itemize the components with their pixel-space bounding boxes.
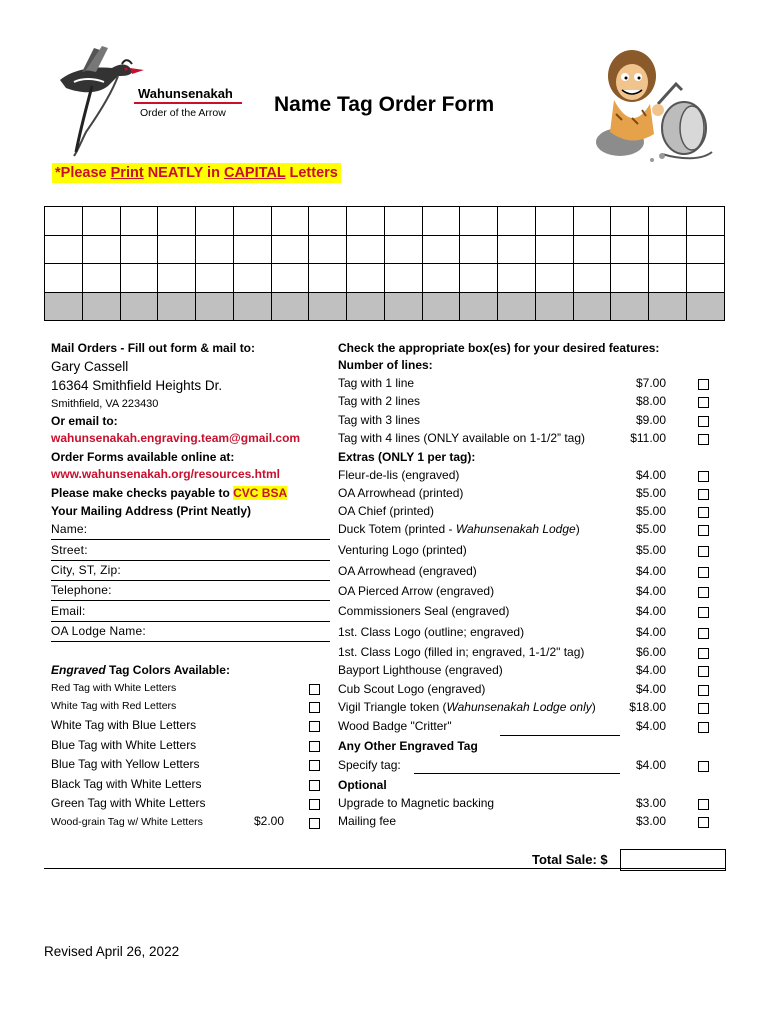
line-count-option-price: $9.00 — [635, 413, 666, 427]
extra-option-price: $4.00 — [635, 584, 666, 598]
email-field[interactable]: Email: — [51, 604, 330, 622]
website-link[interactable]: www.wahunsenakah.org/resources.html — [51, 467, 280, 481]
letter-cell[interactable] — [535, 207, 573, 236]
letter-cell[interactable] — [611, 235, 649, 264]
letter-cell[interactable] — [573, 235, 611, 264]
name-field[interactable]: Name: — [51, 522, 330, 540]
letter-cell[interactable] — [347, 292, 385, 321]
grid-row — [45, 207, 725, 236]
city-state-zip-field[interactable]: City, ST, Zip: — [51, 563, 330, 581]
color-checkbox-red-white[interactable] — [309, 684, 320, 695]
color-option-label: Blue Tag with Yellow Letters — [51, 757, 200, 771]
mail-orders-heading: Mail Orders - Fill out form & mail to: — [51, 341, 256, 355]
extra-option-label: OA Pierced Arrow (engraved) — [338, 584, 495, 598]
letter-cell[interactable] — [460, 207, 498, 236]
checks-payable-text: Please make checks payable to CVC BSA — [51, 486, 288, 500]
letter-cell[interactable] — [82, 207, 120, 236]
extra-option-label: OA Arrowhead (printed) — [338, 486, 464, 500]
color-checkbox-blue-white[interactable] — [309, 741, 320, 752]
page-title: Name Tag Order Form — [274, 93, 495, 116]
letter-cell[interactable] — [309, 235, 347, 264]
letter-cell[interactable] — [649, 292, 687, 321]
letter-cell[interactable] — [535, 292, 573, 321]
letter-cell[interactable] — [271, 207, 309, 236]
telephone-field[interactable]: Telephone: — [51, 583, 330, 601]
print-neatly-notice: *Please Print NEATLY in CAPITAL Letters — [52, 163, 341, 183]
letter-cell[interactable] — [649, 264, 687, 293]
specify-tag-input-line[interactable] — [414, 773, 620, 774]
extra-option-price: $4.00 — [635, 468, 666, 482]
line-count-option-price: $11.00 — [630, 431, 666, 445]
letter-cell[interactable] — [498, 207, 536, 236]
name-letter-grid — [44, 206, 725, 321]
letter-cell[interactable] — [460, 264, 498, 293]
extra-option-checkbox[interactable] — [698, 607, 709, 618]
mailing-fee-label: Mailing fee — [338, 814, 397, 828]
letter-cell[interactable] — [158, 264, 196, 293]
letter-cell[interactable] — [309, 264, 347, 293]
letter-cell[interactable] — [82, 235, 120, 264]
optional-heading: Optional — [338, 778, 387, 792]
letter-cell[interactable] — [82, 292, 120, 321]
line-count-option-label: Tag with 2 lines — [338, 394, 421, 408]
line-count-option-checkbox[interactable] — [698, 397, 709, 408]
extra-option-price: $18.00 — [629, 700, 666, 714]
extra-option-label: Duck Totem (printed - Wahunsenakah Lodge) — [338, 522, 580, 536]
email-link[interactable]: wahunsenakah.engraving.team@gmail.com — [51, 431, 301, 445]
letter-cell[interactable] — [158, 292, 196, 321]
letter-cell[interactable] — [498, 264, 536, 293]
extra-option-checkbox[interactable] — [698, 567, 709, 578]
letter-cell[interactable] — [45, 292, 83, 321]
specify-tag-label: Specify tag: — [338, 758, 401, 772]
extra-option-checkbox[interactable] — [698, 648, 709, 659]
letter-cell[interactable] — [347, 264, 385, 293]
extra-option-checkbox[interactable] — [698, 685, 709, 696]
number-of-lines-heading: Number of lines: — [338, 358, 433, 372]
letter-cell[interactable] — [535, 264, 573, 293]
oa-lodge-name-field[interactable]: OA Lodge Name: — [51, 624, 330, 642]
letter-cell[interactable] — [649, 235, 687, 264]
letter-cell[interactable] — [573, 207, 611, 236]
specify-tag-price: $4.00 — [635, 758, 666, 772]
payee-highlight: CVC BSA — [233, 486, 288, 500]
color-option-label: Wood-grain Tag w/ White Letters — [51, 816, 203, 828]
letter-cell[interactable] — [233, 292, 271, 321]
color-checkbox-white-red[interactable] — [309, 702, 320, 713]
letter-cell[interactable] — [460, 235, 498, 264]
letter-cell[interactable] — [82, 264, 120, 293]
extra-option-checkbox[interactable] — [698, 587, 709, 598]
extra-option-price: $5.00 — [635, 522, 666, 536]
line-count-option-checkbox[interactable] — [698, 416, 709, 427]
letter-cell[interactable] — [347, 235, 385, 264]
extra-option-price: $5.00 — [635, 543, 666, 557]
mail-to-name: Gary Cassell — [51, 359, 129, 374]
extra-option-price: $4.00 — [635, 564, 666, 578]
letter-cell[interactable] — [535, 235, 573, 264]
extra-option-label: Fleur-de-lis (engraved) — [338, 468, 460, 482]
color-option-label: White Tag with Blue Letters — [51, 718, 197, 732]
extra-option-label: Commissioners Seal (engraved) — [338, 604, 510, 618]
extra-option-price: $4.00 — [635, 719, 666, 733]
magnetic-backing-checkbox[interactable] — [698, 799, 709, 810]
magnetic-backing-label: Upgrade to Magnetic backing — [338, 796, 495, 810]
letter-cell[interactable] — [120, 235, 158, 264]
letter-cell[interactable] — [347, 207, 385, 236]
letter-cell[interactable] — [233, 264, 271, 293]
total-sale-label: Total Sale: $ — [532, 852, 608, 867]
extra-option-price: $4.00 — [635, 625, 666, 639]
bottom-divider — [44, 868, 726, 869]
line-count-option-checkbox[interactable] — [698, 434, 709, 445]
letter-cell[interactable] — [687, 264, 725, 293]
letter-cell[interactable] — [45, 235, 83, 264]
extra-option-checkbox[interactable] — [698, 666, 709, 677]
extra-option-checkbox[interactable] — [698, 703, 709, 714]
extra-option-label: OA Arrowhead (engraved) — [338, 564, 477, 578]
grid-row — [45, 235, 725, 264]
caveman-engraver-illustration — [592, 44, 722, 169]
letter-cell[interactable] — [233, 235, 271, 264]
letter-cell[interactable] — [384, 292, 422, 321]
letter-cell[interactable] — [158, 235, 196, 264]
letter-cell[interactable] — [611, 292, 649, 321]
color-option-label: Red Tag with White Letters — [51, 682, 177, 694]
letter-cell[interactable] — [687, 235, 725, 264]
extra-option-label: Bayport Lighthouse (engraved) — [338, 663, 503, 677]
color-checkbox-black-white[interactable] — [309, 780, 320, 791]
mailing-address-heading: Your Mailing Address (Print Neatly) — [51, 504, 252, 518]
magnetic-backing-price: $3.00 — [635, 796, 666, 810]
letter-cell[interactable] — [158, 207, 196, 236]
color-option-label: Green Tag with White Letters — [51, 796, 206, 810]
line-count-option-price: $8.00 — [635, 394, 666, 408]
extra-option-label: Vigil Triangle token (Wahunsenakah Lodge only) — [338, 700, 596, 714]
letter-cell[interactable] — [120, 207, 158, 236]
color-option-label: White Tag with Red Letters — [51, 700, 177, 712]
extra-option-label: OA Chief (printed) — [338, 504, 435, 518]
extra-option-price: $5.00 — [635, 486, 666, 500]
letter-cell[interactable] — [611, 207, 649, 236]
lodge-name: Wahunsenakah — [138, 86, 233, 101]
woodgrain-price: $2.00 — [254, 814, 285, 828]
color-checkbox-white-blue[interactable] — [309, 721, 320, 732]
extra-option-checkbox[interactable] — [698, 628, 709, 639]
color-option-label: Black Tag with White Letters — [51, 777, 202, 791]
online-heading: Order Forms available online at: — [51, 450, 235, 464]
features-heading: Check the appropriate box(es) for your desired features: — [338, 341, 660, 355]
letter-cell[interactable] — [309, 207, 347, 236]
letter-cell[interactable] — [649, 207, 687, 236]
revision-date: Revised April 26, 2022 — [44, 944, 180, 959]
letter-cell[interactable] — [45, 264, 83, 293]
extra-option-label: 1st. Class Logo (filled in; engraved, 1-1/2" tag) — [338, 645, 585, 659]
letter-cell[interactable] — [196, 207, 234, 236]
letter-cell[interactable] — [573, 292, 611, 321]
letter-cell[interactable] — [422, 235, 460, 264]
letter-cell[interactable] — [120, 264, 158, 293]
extra-option-label: Cub Scout Logo (engraved) — [338, 682, 486, 696]
extra-option-price: $4.00 — [635, 682, 666, 696]
color-option-label: Blue Tag with White Letters — [51, 738, 197, 752]
letter-cell[interactable] — [384, 264, 422, 293]
letter-cell[interactable] — [498, 292, 536, 321]
mailing-fee-price: $3.00 — [635, 814, 666, 828]
letter-cell[interactable] — [573, 264, 611, 293]
wood-badge-critter-line[interactable] — [500, 735, 620, 736]
letter-cell[interactable] — [196, 264, 234, 293]
line-count-option-label: Tag with 1 line — [338, 376, 415, 390]
extra-option-checkbox[interactable] — [698, 507, 709, 518]
letter-cell[interactable] — [422, 264, 460, 293]
letter-cell[interactable] — [422, 292, 460, 321]
extra-option-label: 1st. Class Logo (outline; engraved) — [338, 625, 525, 639]
letter-cell[interactable] — [196, 235, 234, 264]
letter-cell[interactable] — [687, 207, 725, 236]
letter-cell[interactable] — [611, 264, 649, 293]
letter-cell[interactable] — [309, 292, 347, 321]
letter-cell[interactable] — [271, 235, 309, 264]
extras-heading: Extras (ONLY 1 per tag): — [338, 450, 476, 464]
org-name: Order of the Arrow — [140, 107, 226, 119]
line-count-option-label: Tag with 4 lines (ONLY available on 1-1/2” tag) — [338, 431, 586, 445]
line-count-option-price: $7.00 — [635, 376, 666, 390]
extra-option-checkbox[interactable] — [698, 471, 709, 482]
color-checkbox-green-white[interactable] — [309, 799, 320, 810]
tag-colors-heading: Engraved Tag Colors Available: — [51, 663, 230, 677]
extra-option-checkbox[interactable] — [698, 546, 709, 557]
extra-option-checkbox[interactable] — [698, 722, 709, 733]
letter-cell[interactable] — [271, 264, 309, 293]
extra-option-price: $4.00 — [635, 663, 666, 677]
letter-cell[interactable] — [45, 207, 83, 236]
color-checkbox-woodgrain[interactable] — [309, 818, 320, 829]
mail-to-street: 16364 Smithfield Heights Dr. — [51, 378, 223, 393]
line-count-option-label: Tag with 3 lines — [338, 413, 421, 427]
color-checkbox-blue-yellow[interactable] — [309, 760, 320, 771]
extra-option-price: $4.00 — [635, 604, 666, 618]
letter-cell[interactable] — [687, 292, 725, 321]
extra-option-checkbox[interactable] — [698, 525, 709, 536]
extra-option-label: Venturing Logo (printed) — [338, 543, 467, 557]
letter-cell[interactable] — [120, 292, 158, 321]
mail-to-city: Smithfield, VA 223430 — [51, 398, 159, 410]
mailing-fee-checkbox[interactable] — [698, 817, 709, 828]
logo-divider — [134, 102, 242, 104]
caveman-icon — [592, 44, 722, 169]
extra-option-price: $6.00 — [635, 645, 666, 659]
extra-option-checkbox[interactable] — [698, 489, 709, 500]
letter-cell[interactable] — [271, 292, 309, 321]
street-field[interactable]: Street: — [51, 543, 330, 561]
letter-cell[interactable] — [498, 235, 536, 264]
specify-tag-checkbox[interactable] — [698, 761, 709, 772]
letter-cell[interactable] — [384, 235, 422, 264]
letter-cell[interactable] — [384, 207, 422, 236]
letter-cell[interactable] — [460, 292, 498, 321]
letter-cell[interactable] — [233, 207, 271, 236]
extra-option-label: Wood Badge "Critter" — [338, 719, 452, 733]
line-count-option-checkbox[interactable] — [698, 379, 709, 390]
letter-cell[interactable] — [196, 292, 234, 321]
grid-row — [45, 292, 725, 321]
grid-row — [45, 264, 725, 293]
other-tag-heading: Any Other Engraved Tag — [338, 739, 478, 753]
extra-option-price: $5.00 — [635, 504, 666, 518]
email-heading: Or email to: — [51, 414, 118, 428]
letter-cell[interactable] — [422, 207, 460, 236]
